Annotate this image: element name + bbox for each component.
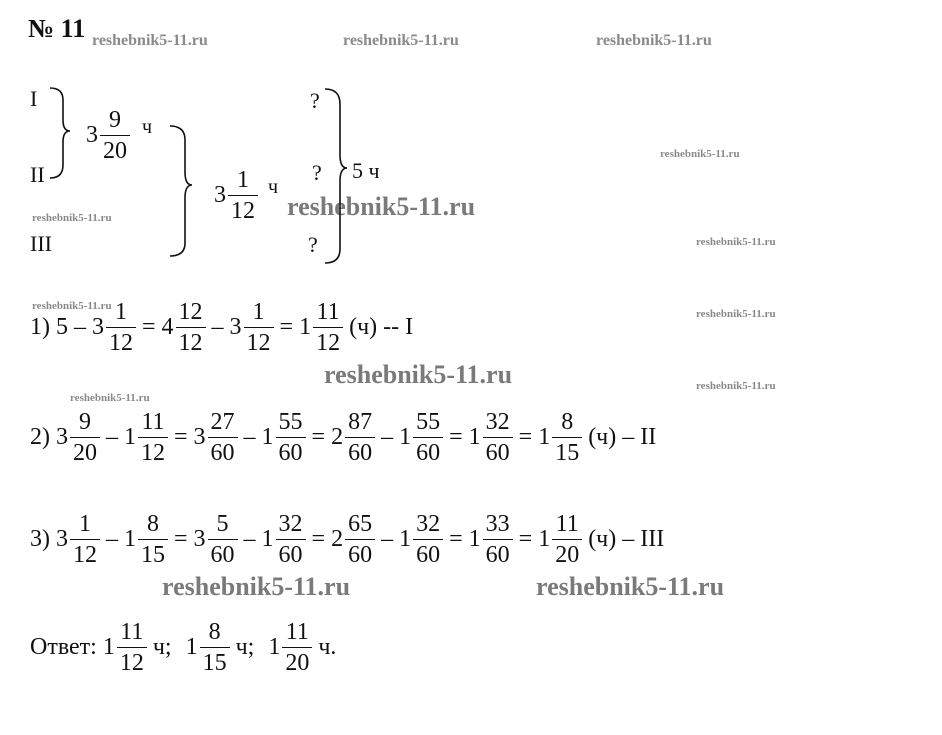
denominator: 12: [70, 539, 100, 567]
total-time: 5 ч: [352, 158, 380, 183]
solution-step-1: [30, 300, 419, 355]
equals-sign: =: [518, 526, 533, 552]
numerator: 11: [316, 299, 340, 325]
watermark: reshebnik5-11.ru: [32, 212, 112, 224]
denominator: 60: [208, 437, 238, 465]
whole: 3: [193, 526, 206, 552]
numerator: 5: [216, 511, 229, 537]
solution-step-2: [30, 410, 662, 465]
equals-sign: =: [311, 424, 326, 450]
group2-time: [214, 168, 278, 223]
whole: 1: [124, 424, 136, 450]
denominator: 60: [483, 539, 513, 567]
whole: 1: [185, 634, 198, 660]
whole: 1: [268, 634, 281, 660]
denominator: 20: [70, 437, 100, 465]
whole: 3: [193, 424, 206, 450]
equals-sign: =: [449, 424, 463, 450]
number: 5: [56, 314, 68, 340]
operator: –: [243, 424, 256, 450]
whole: 2: [331, 424, 344, 450]
whole: 4: [161, 314, 174, 340]
whole: 1: [261, 526, 274, 552]
problem-number: № 11: [28, 14, 86, 43]
label-part-2: II: [30, 162, 45, 187]
whole: 3: [56, 424, 68, 450]
unit: ч: [268, 176, 279, 198]
denominator: 12: [117, 647, 147, 675]
watermark: reshebnik5-11.ru: [324, 360, 513, 389]
watermark: reshebnik5-11.ru: [343, 32, 459, 49]
equals-sign: =: [311, 526, 326, 552]
numerator: 8: [208, 619, 221, 645]
whole: 1: [299, 314, 312, 340]
numerator: 32: [416, 511, 441, 537]
numerator: 11: [141, 409, 165, 435]
denominator: 12: [138, 437, 168, 465]
whole: 2: [331, 526, 344, 552]
operator: –: [106, 424, 118, 450]
denominator: 20: [552, 539, 582, 567]
unit: ч;: [235, 634, 255, 660]
numerator: 65: [348, 511, 373, 537]
equals-sign: =: [142, 314, 156, 340]
numerator: 33: [485, 511, 510, 537]
denominator: 12: [176, 327, 206, 355]
equals-sign: =: [174, 424, 188, 450]
denominator: 60: [413, 539, 443, 567]
numerator: 11: [555, 511, 579, 537]
operator: –: [243, 526, 256, 552]
whole: 3: [56, 526, 68, 552]
watermark: reshebnik5-11.ru: [660, 148, 740, 160]
unit: ч: [142, 116, 153, 138]
equals-sign: =: [174, 526, 188, 552]
brace-total: [325, 89, 347, 263]
numerator: 11: [120, 619, 144, 645]
whole: 3: [214, 182, 226, 208]
brace-group1: [50, 88, 70, 178]
whole: 1: [261, 424, 274, 450]
operator: –: [381, 526, 394, 552]
denominator: 20: [282, 647, 312, 675]
watermark: reshebnik5-11.ru: [92, 32, 208, 49]
watermark: reshebnik5-11.ru: [696, 308, 776, 320]
whole: 3: [92, 314, 104, 340]
whole: 3: [86, 122, 98, 148]
denominator: 15: [138, 539, 168, 567]
denominator: 60: [413, 437, 443, 465]
operator: –: [74, 314, 86, 340]
numerator: 55: [416, 409, 441, 435]
watermark: reshebnik5-11.ru: [162, 572, 351, 601]
numerator: 12: [178, 299, 203, 325]
question-mark: ?: [308, 232, 318, 257]
watermark: reshebnik5-11.ru: [696, 236, 776, 248]
step-index: 2): [30, 424, 50, 450]
answer-line: [30, 620, 342, 675]
denominator: 15: [200, 647, 230, 675]
question-mark: ?: [312, 160, 322, 185]
numerator: 11: [285, 619, 309, 645]
result-label: (ч) – III: [588, 526, 665, 552]
numerator: 87: [348, 409, 373, 435]
whole: 1: [102, 634, 115, 660]
numerator: 27: [210, 409, 235, 435]
operator: –: [381, 424, 394, 450]
watermark: reshebnik5-11.ru: [32, 300, 112, 312]
denominator: 60: [276, 539, 306, 567]
equals-sign: =: [518, 424, 533, 450]
label-part-1: I: [30, 86, 38, 111]
whole: 1: [124, 526, 136, 552]
result-label: (ч) – II: [588, 424, 657, 450]
label-part-3: III: [30, 231, 52, 256]
denominator: 60: [345, 437, 375, 465]
denominator: 15: [552, 437, 582, 465]
whole: 1: [399, 526, 412, 552]
solution-step-3: [30, 512, 670, 567]
numerator: 32: [485, 409, 510, 435]
whole: 3: [229, 314, 242, 340]
question-mark: ?: [310, 88, 320, 113]
numerator: 1: [237, 167, 249, 193]
brace-group2: [170, 126, 192, 256]
equals-sign: =: [449, 526, 463, 552]
numerator: 9: [109, 107, 121, 133]
denominator: 12: [313, 327, 343, 355]
whole: 1: [538, 526, 551, 552]
numerator: 9: [79, 409, 91, 435]
denominator: 60: [483, 437, 513, 465]
equals-sign: =: [279, 314, 294, 340]
whole: 1: [399, 424, 412, 450]
step-index: 1): [30, 314, 50, 340]
step-index: 3): [30, 526, 50, 552]
result-label: (ч) -- I: [349, 314, 414, 340]
unit: ч.: [318, 634, 337, 660]
numerator: 1: [252, 299, 265, 325]
whole: 1: [468, 424, 481, 450]
whole: 1: [538, 424, 551, 450]
watermark: reshebnik5-11.ru: [287, 192, 476, 221]
numerator: 1: [79, 511, 91, 537]
numerator: 55: [278, 409, 303, 435]
whole: 1: [468, 526, 481, 552]
denominator: 20: [100, 135, 130, 163]
watermark: reshebnik5-11.ru: [70, 392, 150, 404]
numerator: 8: [147, 511, 159, 537]
group1-time: [86, 108, 152, 163]
answer-label: Ответ:: [30, 634, 97, 660]
watermark: reshebnik5-11.ru: [596, 32, 712, 49]
denominator: 60: [345, 539, 375, 567]
unit: ч;: [152, 634, 172, 660]
denominator: 60: [276, 437, 306, 465]
denominator: 12: [244, 327, 274, 355]
operator: –: [106, 526, 118, 552]
watermark: reshebnik5-11.ru: [536, 572, 725, 601]
denominator: 60: [208, 539, 238, 567]
watermark: reshebnik5-11.ru: [696, 380, 776, 392]
operator: –: [211, 314, 224, 340]
numerator: 32: [278, 511, 303, 537]
denominator: 12: [228, 195, 258, 223]
numerator: 1: [115, 299, 127, 325]
numerator: 8: [561, 409, 574, 435]
denominator: 12: [106, 327, 136, 355]
